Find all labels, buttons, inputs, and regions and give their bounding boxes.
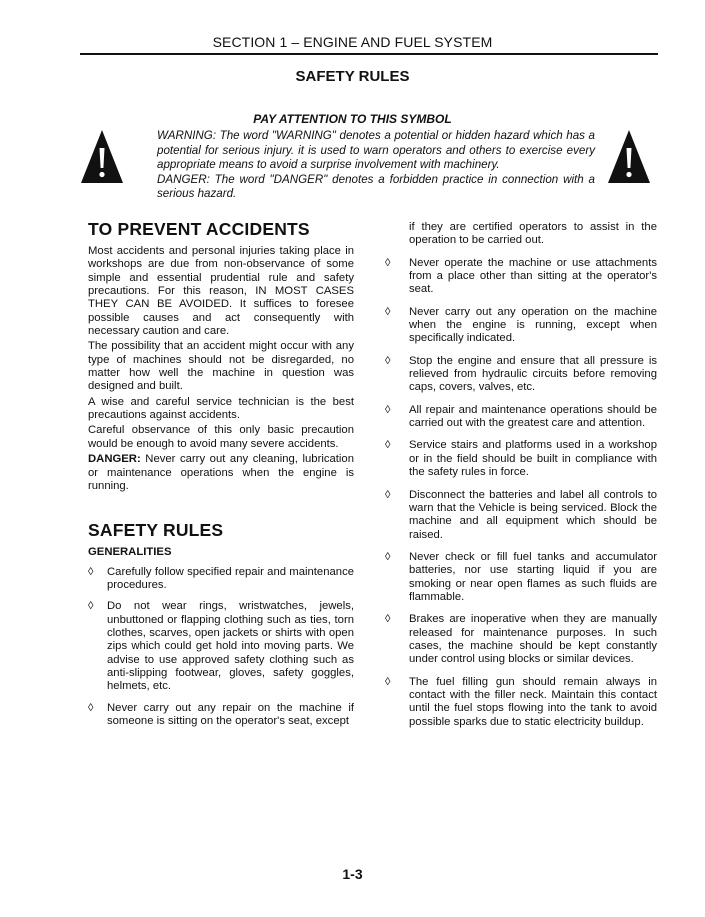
list-item [385,404,657,431]
diamond-bullet-icon: ◊ [385,256,391,269]
list-item [88,702,354,729]
page-title: SAFETY RULES [295,68,410,85]
diamond-bullet-icon: ◊ [88,600,94,613]
list-item-text: All repair and maintenance operations should be carried out with the greatest care and attention. [409,403,657,430]
warning-triangle-icon [607,128,651,184]
paragraph: Most accidents and personal injuries taking place in workshops are due from non-observance of some simple and essential prudential rule and safety precautions. For this reason, IN MOST CASES THEY CAN BE AVOIDED. It suffices to foresee possible causes and act consequently with necessary caution and care. [88,245,354,338]
page-number: 1-3 [342,866,363,882]
list-item-text: Never operate the machine or use attachments from a place other than sitting at the operator's seat. [409,256,657,296]
warning-text: WARNING: The word "WARNING" denotes a potential or hidden hazard which has a potential for serious injury. it is used to warn operators and others to exercise every appropriate means to avoid a surprise involvement with machinery. [157,129,595,172]
diamond-bullet-icon: ◊ [385,613,391,626]
list-item-text: Disconnect the batteries and label all controls to warn that the Vehicle is being serviced. Block the machine and all equipment which should be raised. [409,488,657,541]
list-item [385,306,657,346]
danger-label: DANGER: [88,453,141,466]
list-item-text: Stop the engine and ensure that all pressure is relieved from hydraulic circuits before removing caps, covers, valves, etc. [409,354,657,394]
list-item-text: Brakes are inoperative when they are manually released for maintenance purposes. In such cases, the machine should be kept constantly under control using blocks or similar devices. [409,613,657,666]
paragraph: The possibility that an accident might occur with any type of machines should not be disregarded, no matter how well the machine in question was designed and built. [88,340,354,393]
list-item [385,489,657,542]
paragraph: Careful observance of this only basic precaution would be enough to avoid many severe accidents. [88,424,354,450]
diamond-bullet-icon: ◊ [385,305,391,318]
list-item-text: Do not wear rings, wristwatches, jewels, unbuttoned or flapping clothing such as ties, torn clothes, scarves, open jackets or shirts with open zips which could get hold into moving parts. We advise to use approved safety clothing such as anti-slipping footwear, gloves, safety goggles, helmets, etc. [107,600,354,693]
right-column [385,221,657,738]
list-item [88,566,354,593]
attention-title: PAY ATTENTION TO THIS SYMBOL [253,112,452,126]
list-item [385,355,657,395]
diamond-bullet-icon: ◊ [385,403,391,416]
prevent-accidents-heading: TO PREVENT ACCIDENTS [88,219,310,239]
danger-definition: DANGER: The word "DANGER" denotes a forbidden practice in connection with a serious hazard. [157,172,595,201]
diamond-bullet-icon: ◊ [385,675,391,688]
diamond-bullet-icon: ◊ [385,550,391,563]
list-item-text: Never check or fill fuel tanks and accumulator batteries, nor use starting liquid if you are smoking or near open flames as such fluids are flammable. [409,550,657,603]
right-bullet-list [385,257,657,729]
left-bullet-list [88,566,354,729]
generalities-subheading: GENERALITIES [88,546,172,559]
list-item [385,551,657,604]
paragraph: A wise and careful service technician is the best precautions against accidents. [88,395,354,422]
list-item-text: Carefully follow specified repair and maintenance procedures. [107,565,354,591]
danger-text: Never carry out any cleaning, lubrication or maintenance operations when the engine is running. [88,453,354,492]
list-item-text: Never carry out any operation on the machine when the engine is running, except when specifically indicated. [409,305,657,345]
list-item-text: Never carry out any repair on the machine if someone is sitting on the operator's seat, except [107,701,354,727]
list-item [385,257,657,297]
left-column [88,219,354,736]
diamond-bullet-icon: ◊ [385,439,391,452]
diamond-bullet-icon: ◊ [88,565,94,578]
danger-paragraph [88,453,354,493]
header-rule [80,53,658,55]
diamond-bullet-icon: ◊ [385,488,391,501]
section-header: SECTION 1 – ENGINE AND FUEL SYSTEM [212,34,493,50]
list-item [385,439,657,479]
list-item [385,613,657,666]
diamond-bullet-icon: ◊ [88,701,94,714]
list-item [88,600,354,693]
list-item-continuation: if they are certified operators to assist in the operation to be carried out. [409,221,657,247]
list-item-text: Service stairs and platforms used in a workshop or in the field should be built in compliance with the safety rules in force. [409,439,657,479]
safety-rules-heading: SAFETY RULES [88,520,224,541]
warning-triangle-icon [80,128,124,184]
warning-block [157,129,595,202]
list-item [385,676,657,729]
list-item-text: The fuel filling gun should remain always in contact with the filler neck. Maintain this contact until the fuel stops flowing into the tank to avoid possible sparks due to static electricity buildup. [409,675,657,728]
diamond-bullet-icon: ◊ [385,354,391,367]
